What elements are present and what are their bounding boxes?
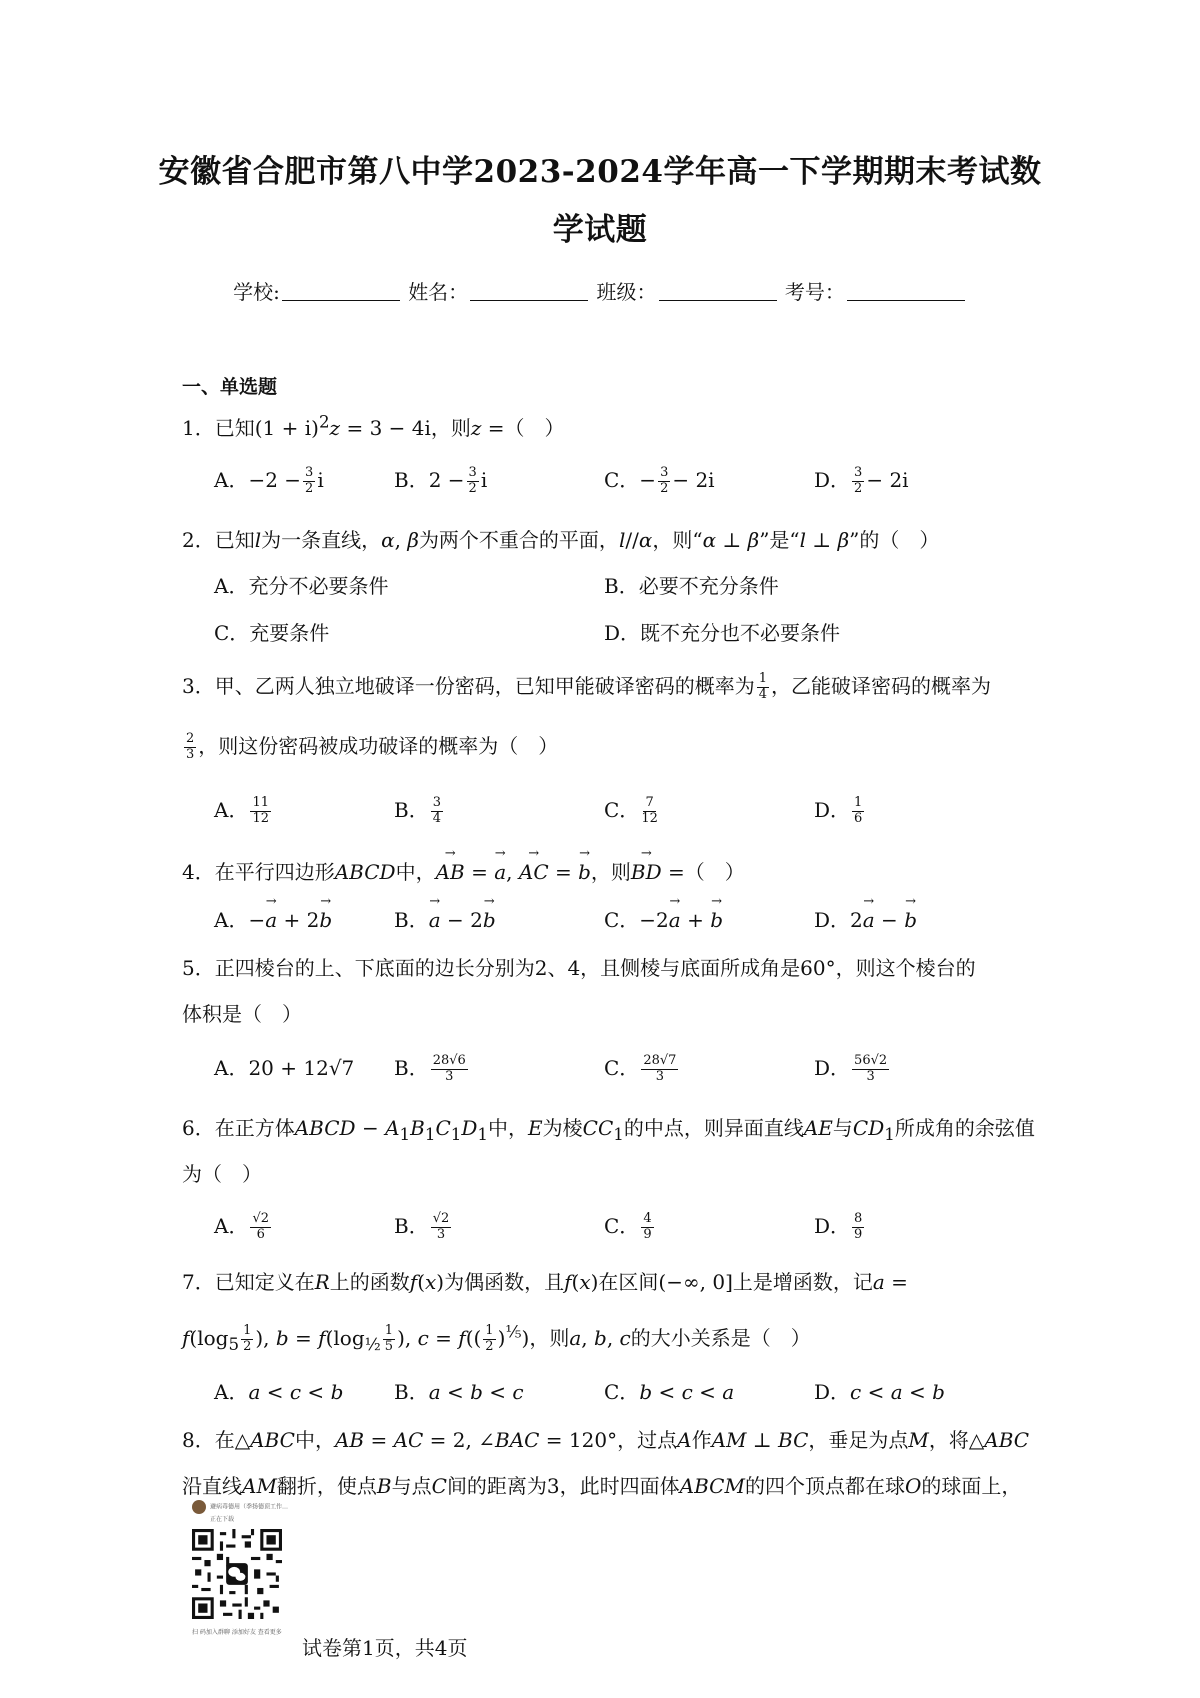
q6-option-d: D． $\frac{8}{9}$ — [814, 1211, 863, 1242]
q3-option-a: A． $\frac{11}{12}$ — [214, 795, 269, 826]
q3-option-b: B． $\frac{3}{4}$ — [394, 795, 441, 826]
class-label: 班级： — [596, 280, 657, 304]
question-4: 4．在平行四边形ABCD中，→ AB = → a, → AC = → b，则→ BD =（ ） — [182, 856, 745, 885]
q7-option-a: A．a < c < b — [214, 1380, 344, 1404]
question-8-line1: 8．在△ABC中，AB = AC = 2, ∠BAC = 120°，过点A作AM ⊥ BC，垂足为点M，将△ABC — [182, 1428, 1030, 1452]
q5-option-d: D． $\frac{56√2}{3}$ — [814, 1053, 888, 1084]
q2-option-b: B．必要不充分条件 — [604, 574, 779, 598]
q6-option-b: B． $\frac{√2}{3}$ — [394, 1211, 450, 1242]
qr-code-icon — [192, 1529, 282, 1619]
q5-option-c: C． $\frac{28√7}{3}$ — [604, 1053, 677, 1084]
q6-option-a: A． $\frac{√2}{6}$ — [214, 1211, 270, 1242]
exam-title-line2: 学试题 — [552, 212, 648, 248]
section-heading: 一、单选题 — [182, 376, 278, 398]
q2-option-c: C．充要条件 — [214, 621, 330, 645]
qr-footer: 扫 码加入群聊 添加好友 查看更多 — [192, 1629, 282, 1636]
question-5-line1: 5．正四棱台的上、下底面的边长分别为2、4，且侧棱与底面所成角是60°，则这个棱台的 — [182, 956, 976, 980]
q2-option-a: A．充分不必要条件 — [214, 574, 389, 598]
q5-option-a: A．20 + 12√7 — [214, 1056, 355, 1080]
school-blank — [282, 280, 400, 301]
qr-header: 避病毒德用（季扬德顶工作… — [192, 1500, 302, 1514]
question-6-line2: 为（ ） — [182, 1162, 262, 1186]
class-blank — [659, 280, 777, 301]
q4-option-b: B．→ a − 2→ b — [394, 904, 496, 933]
exam-title-line1: 安徽省合肥市第八中学2023-2024学年高一下学期期末考试数 — [158, 154, 1042, 190]
question-1: 1．已知$(1 + i)^2z = 3 - 4i$，则z =（ ） — [182, 412, 565, 440]
question-5-line2: 体积是（ ） — [182, 1002, 302, 1026]
q7-option-b: B．a < b < c — [394, 1380, 524, 1404]
question-7-line2: $f(\log_5$ $\frac{1}{2}$ ), $b = f(\log_{\frac{1}{2}}$ $\frac{1}{5}$ ), c = f(( $\frac{1}{2}$ )$^{\frac{1}{5}}$)，则a, b, c的大小关系是（ ） — [182, 1322, 811, 1354]
name-blank — [470, 280, 588, 301]
page-footer: 试卷第1页，共4页 — [302, 1636, 468, 1660]
qr-subcaption: 正在下载 — [210, 1516, 235, 1523]
avatar — [192, 1500, 206, 1514]
q1-option-b: B．2 − $\frac{3}{2}$ i — [394, 465, 488, 496]
question-6-line1: 6．在正方体ABCD − $A_1B_1C_1D_1$中，E为棱$CC_1$的中点，则异面直线AE与$CD_1$所成角的余弦值 — [182, 1116, 1035, 1144]
q3-option-d: D． $\frac{1}{6}$ — [814, 795, 863, 826]
question-7-line1: 7．已知定义在R上的函数f(x)为偶函数，且f(x)在区间(−∞, 0]上是增函数，记a = — [182, 1270, 908, 1294]
q4-option-a: A．−→ a + 2→ b — [214, 904, 332, 933]
q3-option-c: C． $\frac{7}{12}$ — [604, 795, 658, 826]
question-3-line2: $\frac{2}{3}$ ，则这份密码被成功破译的概率为（ ） — [186, 731, 559, 762]
q5-option-b: B． $\frac{28√6}{3}$ — [394, 1053, 466, 1084]
name-label: 姓名： — [408, 280, 469, 304]
q4-option-d: D．2→ a − → b — [814, 904, 917, 933]
qr-code-block — [192, 1500, 302, 1636]
exam-no-label: 考号： — [784, 280, 845, 304]
q1-option-d: D． $\frac{3}{2}$ − 2i — [814, 465, 909, 496]
q7-option-c: C．b < c < a — [604, 1380, 735, 1404]
question-8-line2: 沿直线AM翻折，使点B与点C间的距离为3，此时四面体ABCM的四个顶点都在球O的球面上， — [182, 1474, 1022, 1498]
q1-option-c: C．− $\frac{3}{2}$ − 2i — [604, 465, 715, 496]
question-2: 2．已知l为一条直线，α, β为两个不重合的平面，l//α，则“α ⊥ β”是“l ⊥ β”的（ ） — [182, 528, 940, 552]
student-info-line — [0, 276, 1200, 305]
q4-option-c: C．−2→ a + → b — [604, 904, 723, 933]
question-3-line1: 3．甲、乙两人独立地破译一份密码，已知甲能破译密码的概率为 $\frac{1}{4}$ ，乙能破译密码的概率为 — [182, 671, 992, 702]
q1-option-a: A．−2 − $\frac{3}{2}$ i — [214, 465, 324, 496]
school-label: 学校: — [233, 280, 280, 304]
q7-option-d: D．c < a < b — [814, 1380, 945, 1404]
q2-option-d: D．既不充分也不必要条件 — [604, 621, 841, 645]
q6-option-c: C． $\frac{4}{9}$ — [604, 1211, 652, 1242]
exam-no-blank — [847, 280, 965, 301]
